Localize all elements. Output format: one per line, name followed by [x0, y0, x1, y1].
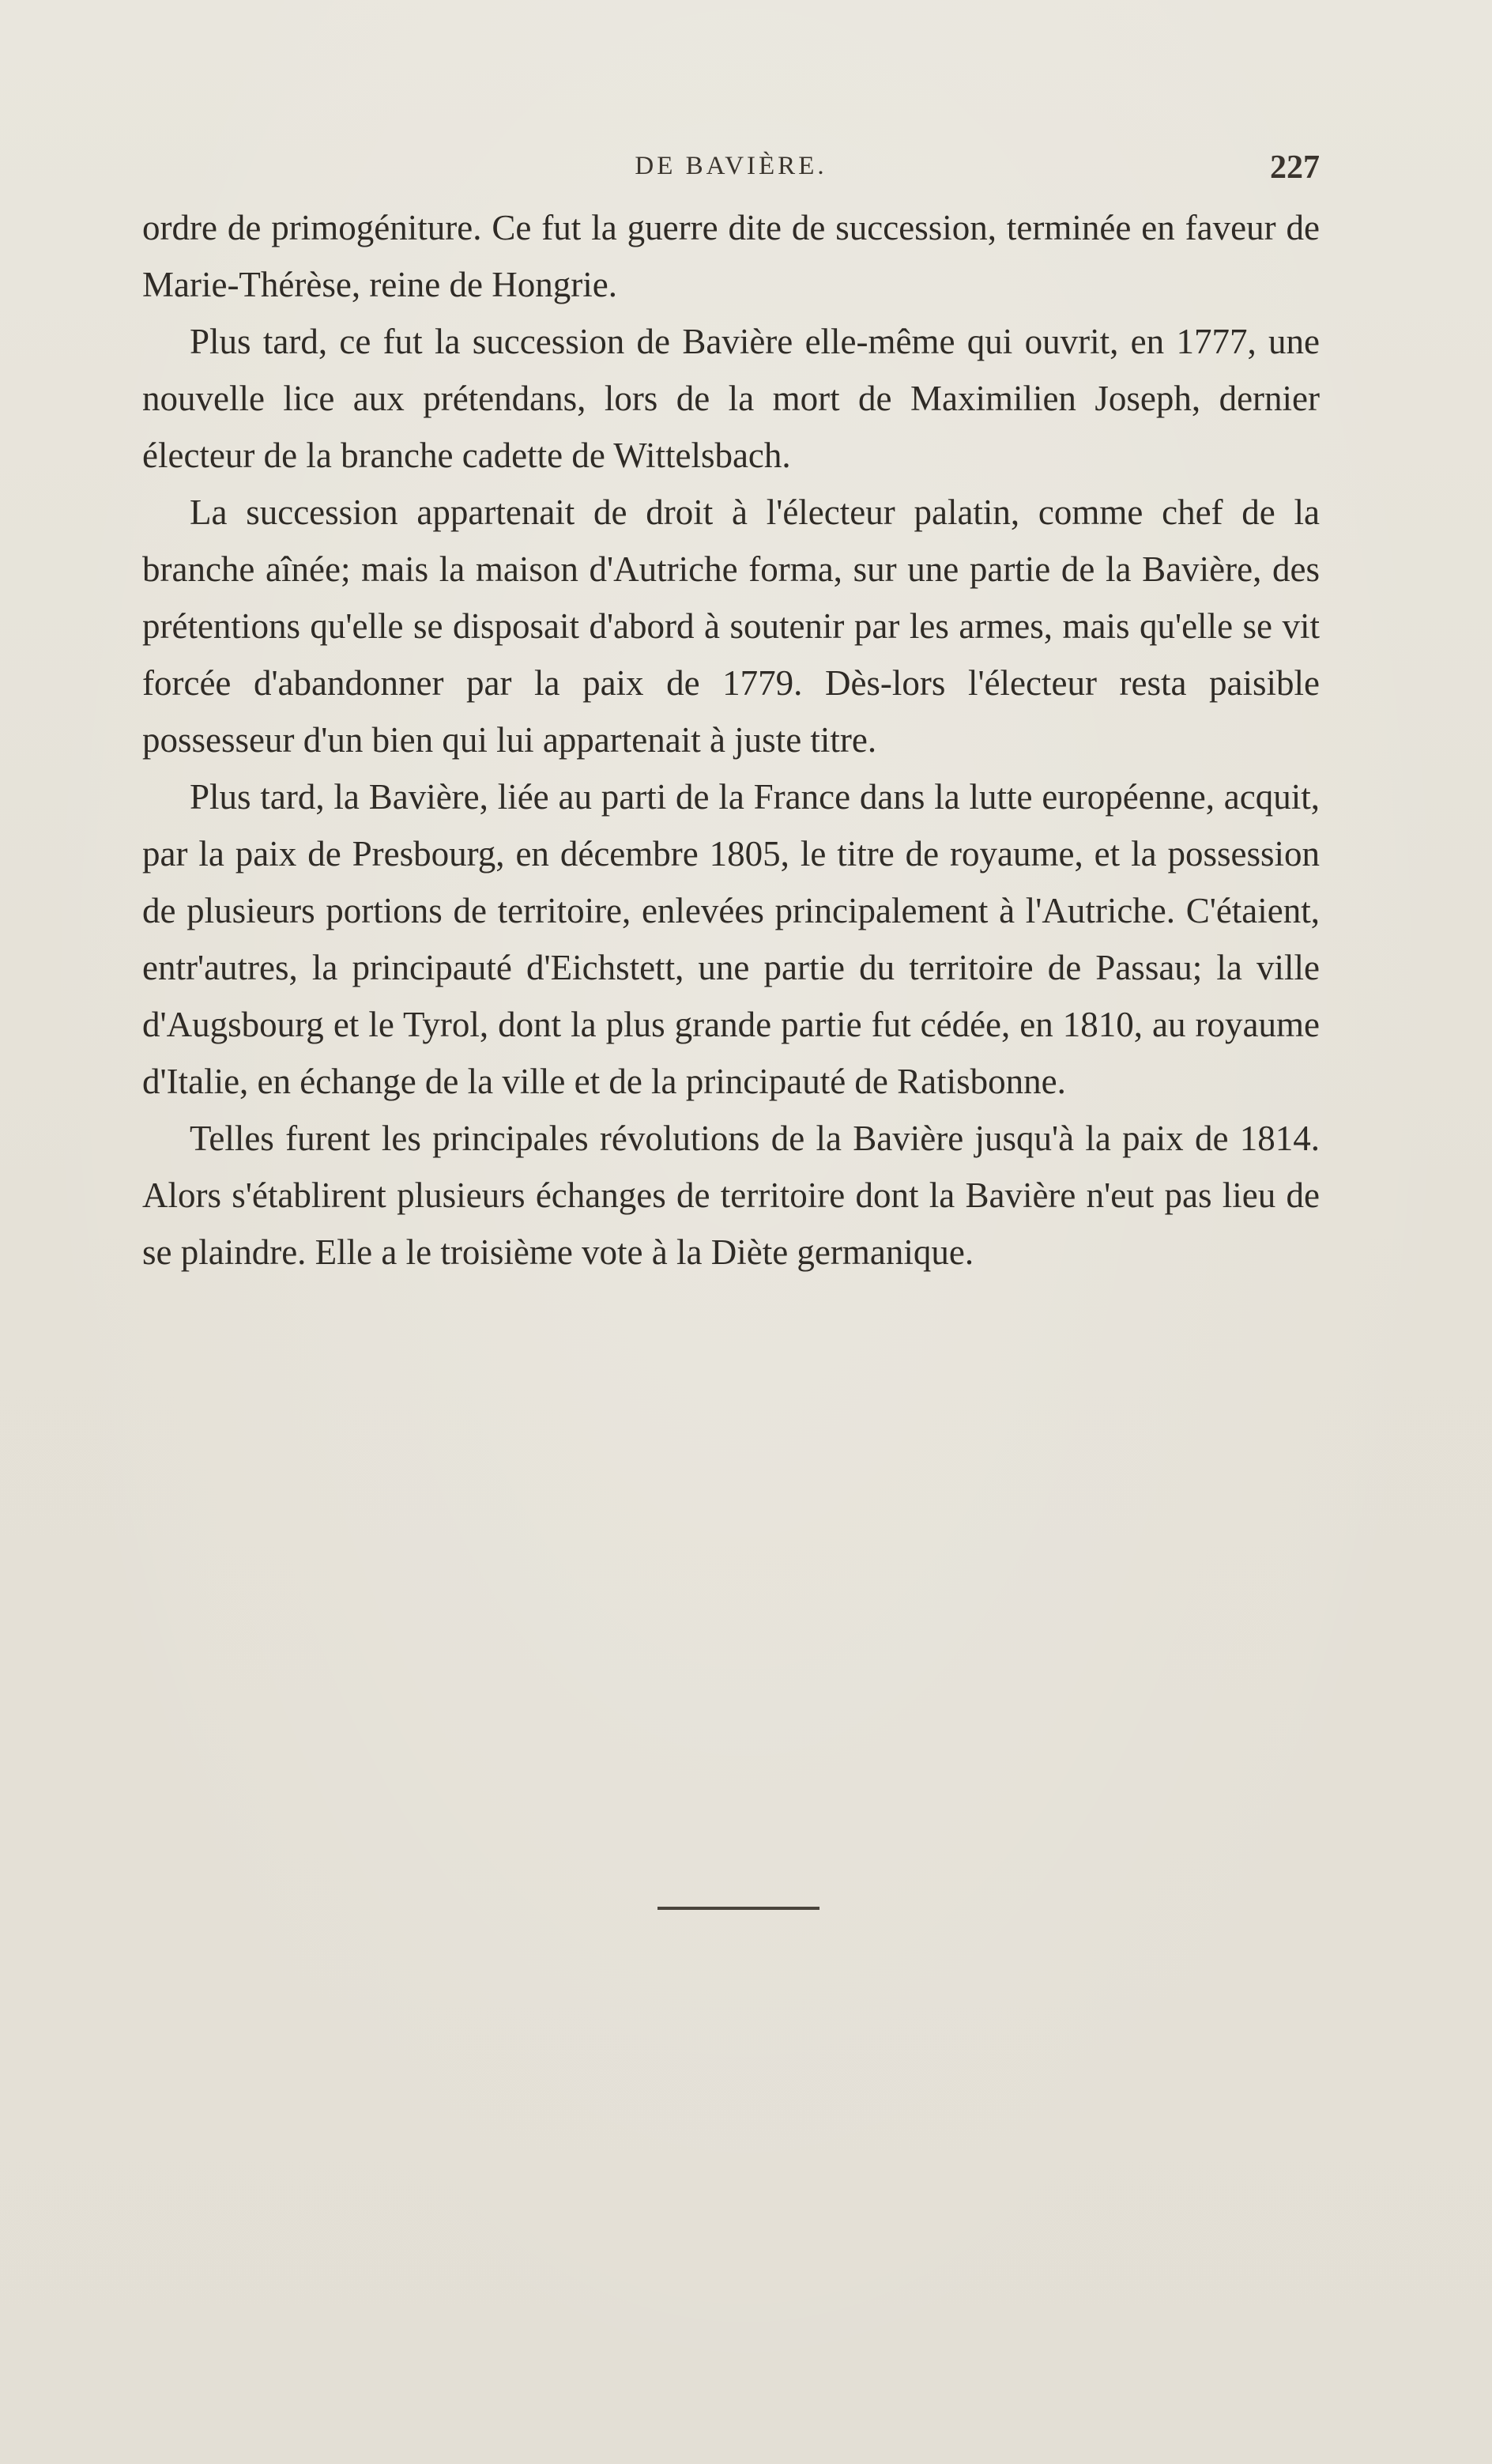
- body-text: [142, 199, 1320, 1281]
- running-head: [142, 149, 1320, 191]
- running-head-title: DE BAVIÈRE.: [635, 152, 827, 180]
- paragraph-3: La succession appartenait de droit à l'électeur palatin, comme chef de la branche aînée; mais la maison d'Autriche forma, sur une partie de la Bavière, des prétentions qu'elle se disposait d'abord à soutenir par les armes, mais qu'elle se vit forcée d'abandonner par la paix de 1779. Dès-lors l'électeur resta paisible possesseur d'un bien qui lui appartenait à juste titre.: [142, 492, 1320, 760]
- page-number: 227: [1270, 149, 1320, 186]
- section-end-rule: [657, 1907, 819, 1910]
- paragraph-1: ordre de primogéniture. Ce fut la guerre dite de succession, terminée en faveur de Marie-Thérèse, reine de Hongrie.: [142, 208, 1320, 304]
- paragraph-2: Plus tard, ce fut la succession de Bavière elle-même qui ouvrit, en 1777, une nouvelle lice aux prétendans, lors de la mort de Maximilien Joseph, dernier électeur de la branche cadette de Wittelsbach.: [142, 322, 1320, 475]
- paragraph-5: Telles furent les principales révolutions de la Bavière jusqu'à la paix de 1814. Alors s'établirent plusieurs échanges de territoire dont la Bavière n'eut pas lieu de se plaindre. Elle a le troisième vote à la Diète germanique.: [142, 1119, 1320, 1272]
- paragraph-4: Plus tard, la Bavière, liée au parti de la France dans la lutte européenne, acquit, par la paix de Presbourg, en décembre 1805, le titre de royaume, et la possession de plusieurs portions de territoire, enlevées principalement à l'Autriche. C'étaient, entr'autres, la principauté d'Eichstett, une partie du territoire de Passau; la ville d'Augsbourg et le Tyrol, dont la plus grande partie fut cédée, en 1810, au royaume d'Italie, en échange de la ville et de la principauté de Ratisbonne.: [142, 777, 1320, 1101]
